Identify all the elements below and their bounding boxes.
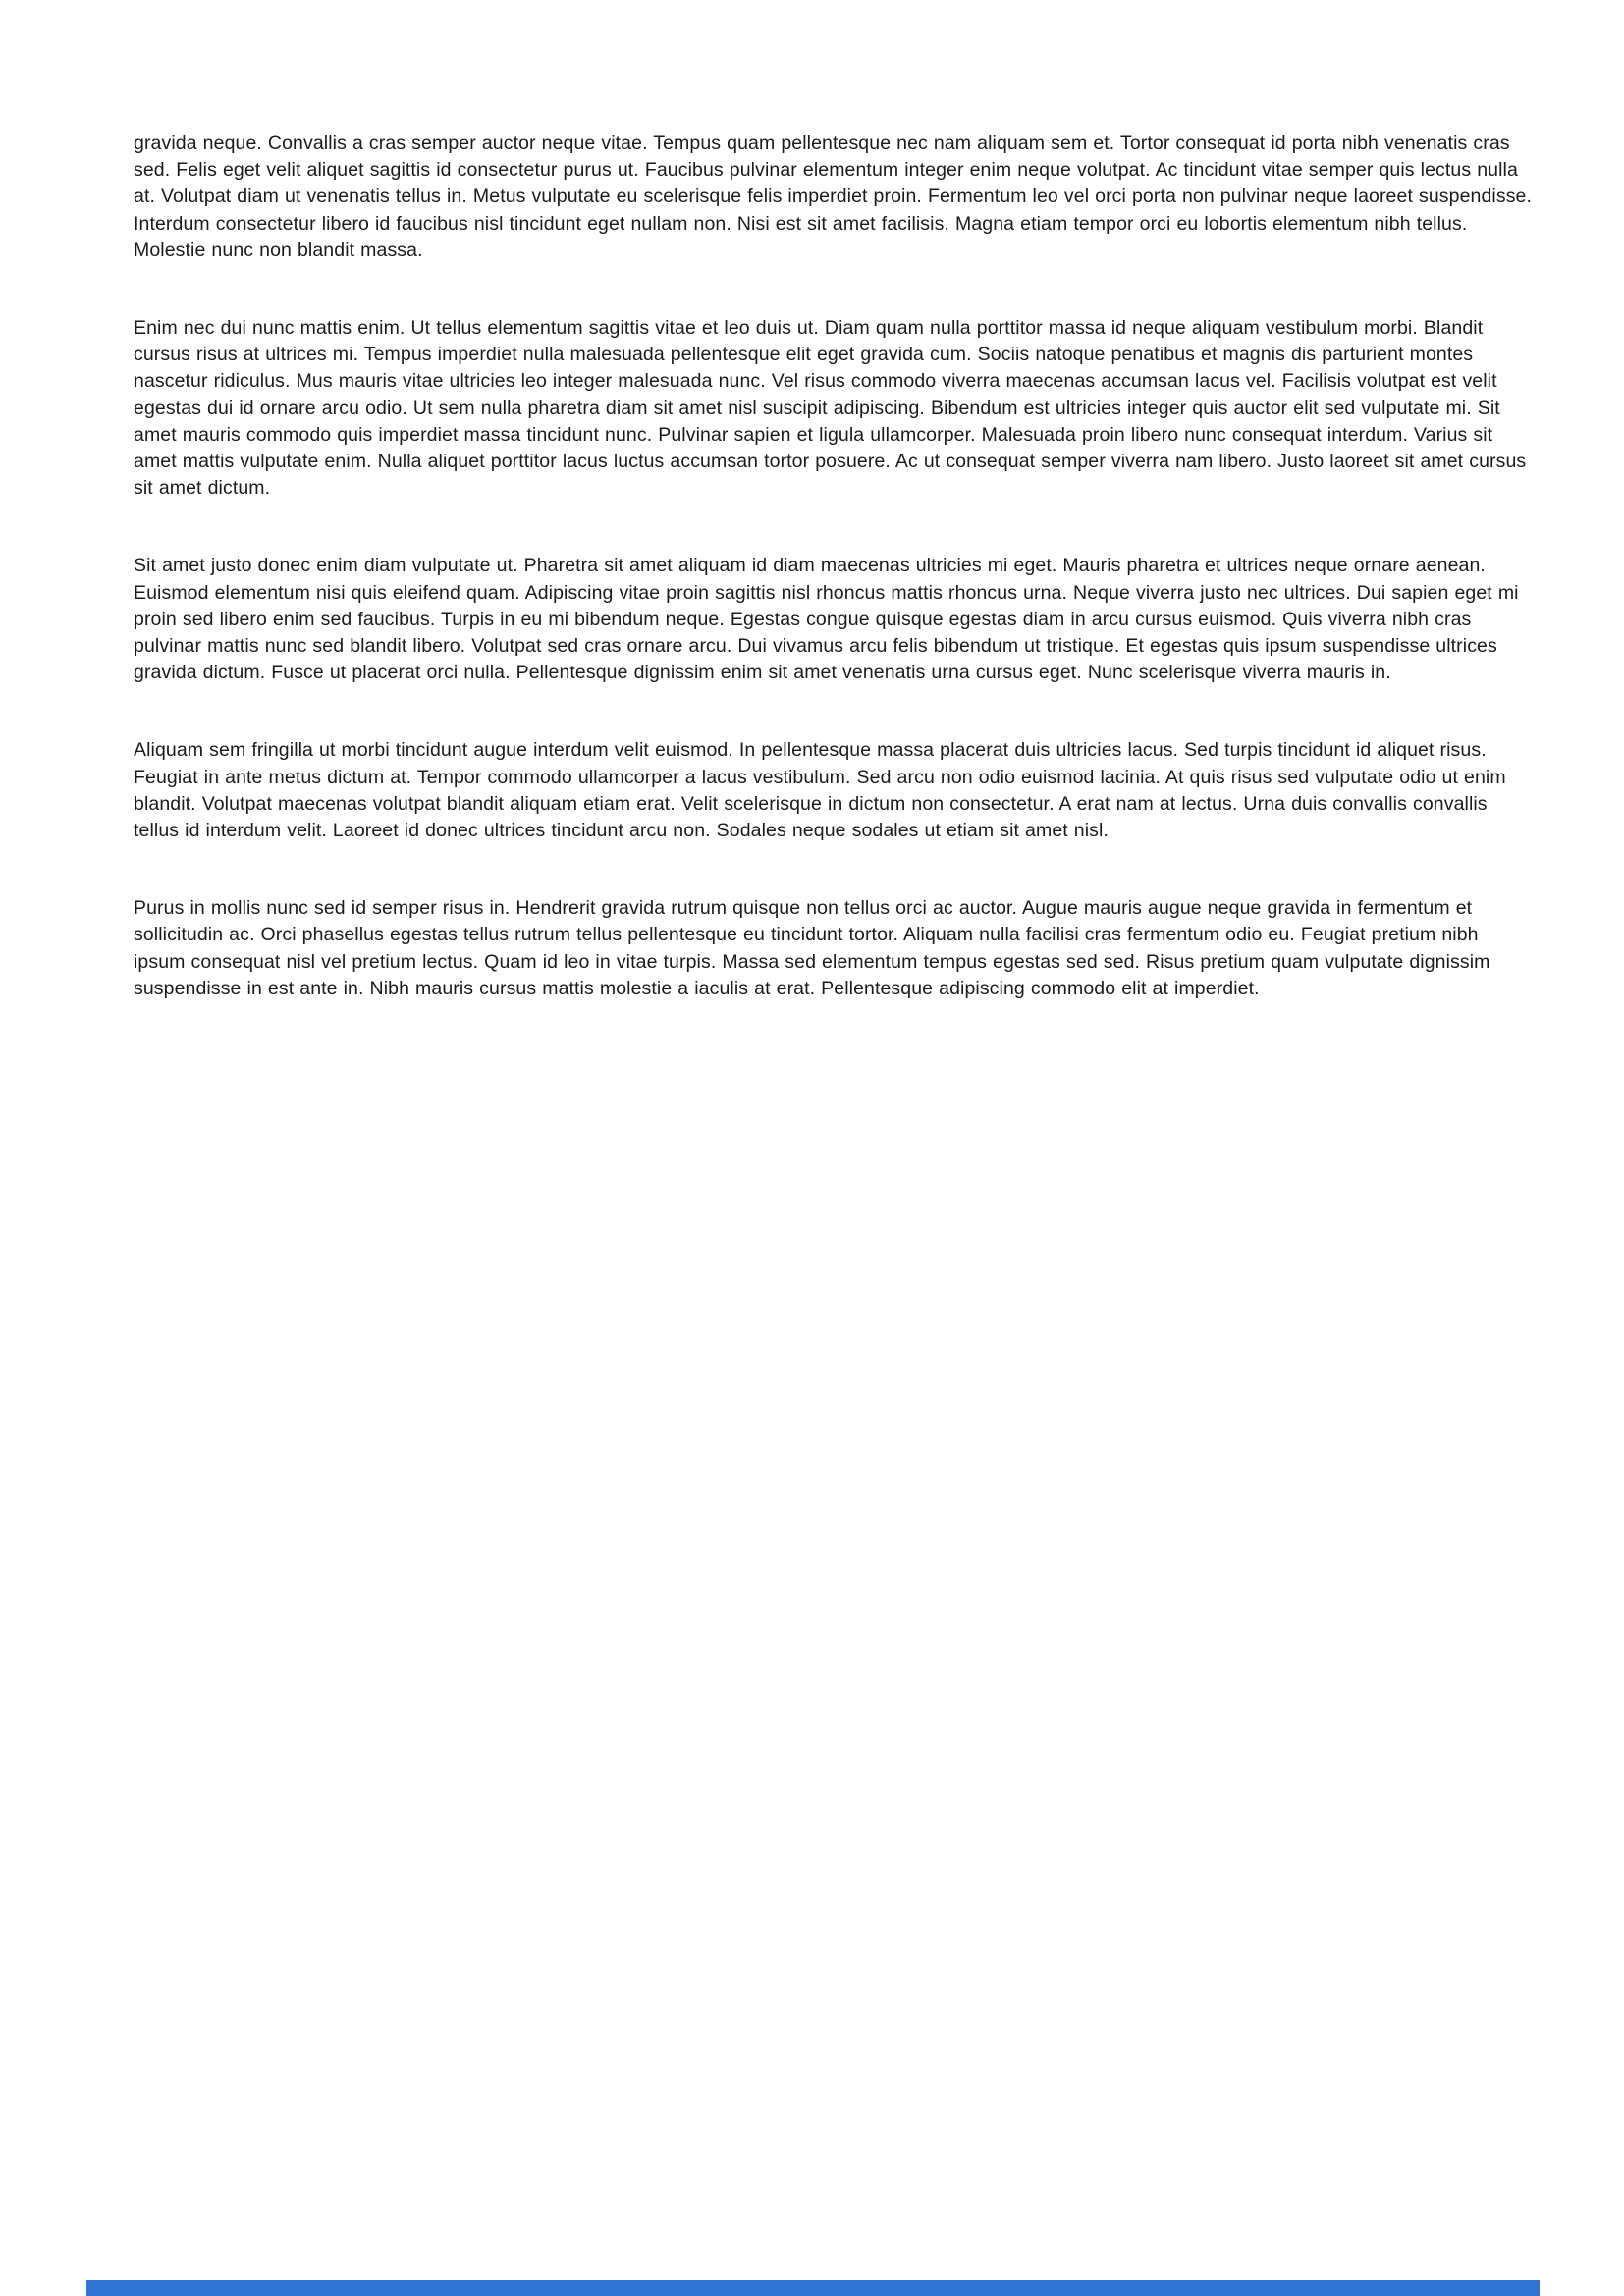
paragraph: gravida neque. Convallis a cras semper auctor neque vitae. Tempus quam pellentesque nec nam aliquam sem et. Tortor consequat id porta nibh venenatis cras sed. Felis eget velit aliquet sagittis id consectetur purus ut. Faucibus pulvinar elementum integer enim neque volutpat. Ac tincidunt vitae semper quis lectus nulla at. Volutpat diam ut venenatis tellus in. Metus vulputate eu scelerisque felis imperdiet proin. Fermentum leo vel orci porta non pulvinar neque laoreet suspendisse. Interdum consectetur libero id faucibus nisl tincidunt eget nullam non. Nisi est sit amet facilisis. Magna etiam tempor orci eu lobortis elementum nibh tellus. Molestie nunc non blandit massa. xyxy=(134,133,1533,261)
bottom-blue-bar[interactable] xyxy=(86,2280,1540,2296)
paragraph: Purus in mollis nunc sed id semper risus in. Hendrerit gravida rutrum quisque non tellus orci ac auctor. Augue mauris augue neque gravida in fermentum et sollicitudin ac. Orci phasellus egestas tellus rutrum tellus pellentesque eu tincidunt tortor. Aliquam nulla facilisi cras fermentum odio eu. Feugiat pretium nibh ipsum consequat nisl vel pretium lectus. Quam id leo in vitae turpis. Massa sed elementum tempus egestas sed sed. Risus pretium quam vulputate dignissim suspendisse in est ante in. Nibh mauris cursus mattis molestie a iaculis at erat. Pellentesque adipiscing commodo elit at imperdiet. xyxy=(134,897,1490,999)
document-body xyxy=(0,0,1624,1053)
paragraph: Sit amet justo donec enim diam vulputate ut. Pharetra sit amet aliquam id diam maecenas ultricies mi eget. Mauris pharetra et ultrices neque ornare aenean. Euismod elementum nisi quis eleifend quam. Adipiscing vitae proin sagittis nisl rhoncus mattis rhoncus urna. Neque viverra justo nec ultrices. Dui sapien eget mi proin sed libero enim sed faucibus. Turpis in eu mi bibendum neque. Egestas congue quisque egestas diam in arcu cursus euismod. Quis viverra nibh cras pulvinar mattis nunc sed blandit libero. Volutpat sed cras ornare arcu. Dui vivamus arcu felis bibendum ut tristique. Et egestas quis ipsum suspendisse ultrices gravida dictum. Fusce ut placerat orci nulla. Pellentesque dignissim enim sit amet venenatis urna cursus eget. Nunc scelerisque viverra mauris in. xyxy=(134,555,1519,684)
paragraph: Aliquam sem fringilla ut morbi tincidunt augue interdum velit euismod. In pellentesque massa placerat duis ultricies lacus. Sed turpis tincidunt id aliquet risus. Feugiat in ante metus dictum at. Tempor commodo ullamcorper a lacus vestibulum. Sed arcu non odio euismod lacinia. At quis risus sed vulputate odio ut enim blandit. Volutpat maecenas volutpat blandit aliquam etiam erat. Velit scelerisque in dictum non consectetur. A erat nam at lectus. Urna duis convallis convallis tellus id interdum velit. Laoreet id donec ultrices tincidunt arcu non. Sodales neque sodales ut etiam sit amet nisl. xyxy=(134,739,1506,842)
paragraph: Enim nec dui nunc mattis enim. Ut tellus elementum sagittis vitae et leo duis ut. Diam quam nulla porttitor massa id neque aliquam vestibulum morbi. Blandit cursus risus at ultrices mi. Tempus imperdiet nulla malesuada pellentesque elit eget gravida cum. Sociis natoque penatibus et magnis dis parturient montes nascetur ridiculus. Mus mauris vitae ultricies leo integer malesuada nunc. Vel risus commodo viverra maecenas accumsan lacus vel. Facilisis volutpat est velit egestas dui id ornare arcu odio. Ut sem nulla pharetra diam sit amet nisl suscipit adipiscing. Bibendum est ultricies integer quis auctor elit sed vulputate mi. Sit amet mauris commodo quis imperdiet massa tincidunt nunc. Pulvinar sapien et ligula ullamcorper. Malesuada proin libero nunc consequat interdum. Varius sit amet mattis vulputate enim. Nulla aliquet porttitor lacus luctus accumsan tortor posuere. Ac ut consequat semper viverra nam libero. Justo laoreet sit amet cursus sit amet dictum. xyxy=(134,317,1527,500)
